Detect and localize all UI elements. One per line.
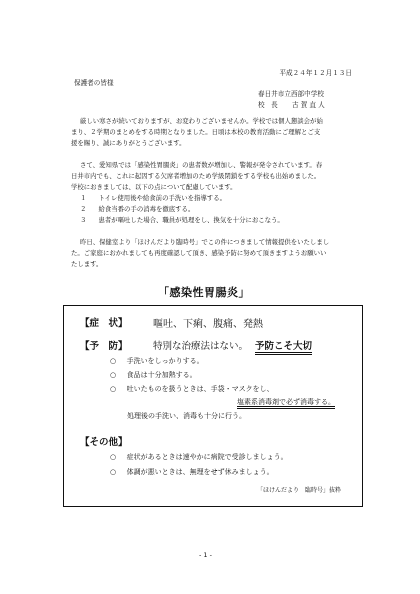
- paragraph-1-line-1: 厳しい寒さが続いておりますが、お変わりございませんか。学校では個人懇談会が始: [80, 117, 323, 125]
- measure-text: トイレ使用後や給食前の手洗いを指導する。: [98, 194, 226, 202]
- measure-item: [80, 193, 226, 204]
- measure-number: ３: [80, 216, 87, 224]
- chlorine-instruction: [237, 397, 335, 407]
- infobox-title: 「感染性胃腸炎」: [158, 286, 250, 299]
- circle-bullet-icon: ○: [110, 453, 117, 461]
- other-item-text: 症状があるときは速やかに病院で受診しましょう。: [126, 453, 288, 461]
- prevention-item: [110, 384, 274, 394]
- principal-name: 古 賀 直 人: [292, 101, 325, 109]
- paragraph-3-line-1: 昨日、保健室より「ほけんだより臨時号」でこの件につきまして情報提供をいたしまし: [80, 238, 330, 246]
- symptoms-text: 嘔吐、下痢、腹痛、発熱: [153, 319, 263, 330]
- circle-bullet-icon: ○: [110, 357, 117, 365]
- prevention-item-text: 吐いたものを扱うときは、手袋・マスクをし、: [126, 385, 274, 393]
- measure-number: ２: [80, 205, 87, 213]
- paragraph-2-line-1: さて、愛知県では「感染性胃腸炎」の患者数が増加し、警報が発令されています。春: [80, 161, 323, 169]
- chlorine-text: 塩素系消毒剤で必ず消毒する。: [237, 398, 335, 409]
- measure-item: [80, 204, 194, 215]
- other-item: [110, 467, 274, 477]
- prevention-item: [110, 356, 204, 366]
- circle-bullet-icon: ○: [110, 468, 117, 476]
- prevention-label: 【予 防】: [80, 341, 128, 352]
- paragraph-3-line-2: た。ご家庭におかれましても再度確認して頂き、感染予防に努めて頂きますようお願いい: [71, 249, 327, 257]
- prevention-emphasis: 予防こそ大切: [255, 341, 312, 355]
- measure-text: 給食当番の手の消毒を徹底する。: [98, 205, 195, 213]
- other-label: 【その他】: [80, 437, 128, 448]
- symptoms-label: 【症 状】: [80, 318, 128, 329]
- paragraph-2-line-3: 学校におきましては、以下の点について配慮しています。: [71, 183, 237, 191]
- other-item: [110, 452, 288, 462]
- paragraph-1-line-3: 援を賜り、誠にありがとうございます。: [71, 139, 186, 147]
- measure-number: １: [80, 194, 87, 202]
- paragraph-3-line-3: たします。: [71, 260, 103, 268]
- circle-bullet-icon: ○: [110, 371, 117, 379]
- school-name: 春日井市立西部中学校: [258, 90, 324, 98]
- source-citation: 「ほけんだより 臨時号」抜粋: [257, 487, 342, 494]
- paragraph-1-line-2: まり、２学期のまとめをする時期となりました。日頃は本校の教育活動にご理解とご支: [71, 128, 321, 136]
- document-date: 平成２４年１２月１３日: [279, 69, 352, 77]
- measure-item: [80, 215, 284, 226]
- recipient-line: 保護者の皆様: [74, 79, 114, 87]
- prevention-item-text: 食品は十分加熱する。: [126, 371, 197, 379]
- prevention-item: [110, 370, 197, 380]
- other-item-text: 体調が悪いときは、無理をせず休みましょう。: [126, 468, 274, 476]
- circle-bullet-icon: ○: [110, 385, 117, 393]
- prevention-item-text: 手洗いをしっかりする。: [126, 357, 204, 365]
- after-handling-text: 処理後の手洗い、消毒も十分に行う。: [127, 412, 246, 420]
- prevention-text: 特別な治療法はない。: [153, 341, 249, 352]
- principal-title: 校 長: [258, 101, 278, 109]
- prevention-line: [153, 338, 312, 352]
- paragraph-2-line-2: 日井市内でも、これに起因する欠席者増加のため学級閉鎖をする学校も出始めました。: [71, 172, 321, 180]
- page-number: - 1 -: [199, 551, 212, 559]
- measure-text: 患者が嘔吐した場合、職員が処理をし、換気を十分におこなう。: [98, 216, 284, 224]
- principal-line: [258, 101, 325, 110]
